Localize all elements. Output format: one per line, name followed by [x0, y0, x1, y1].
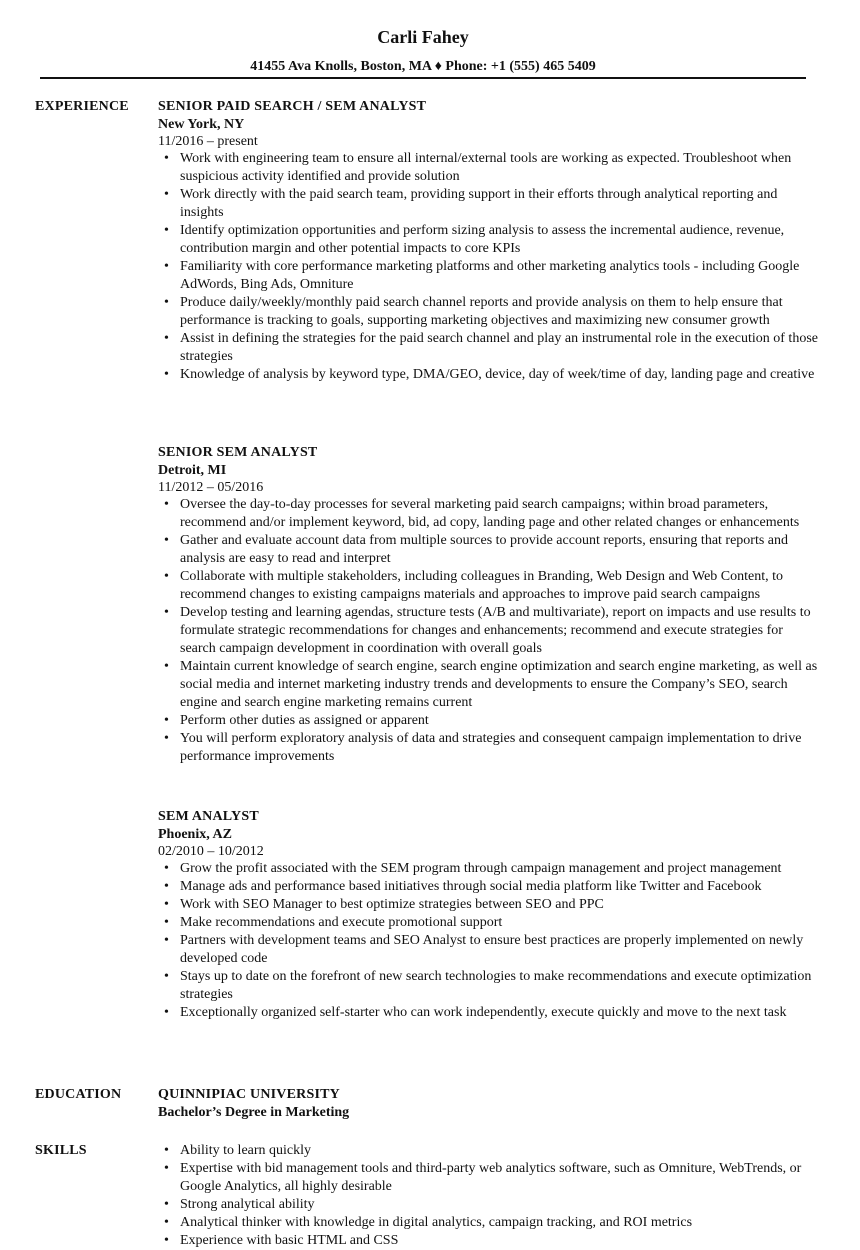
job-title: SEM ANALYST — [158, 809, 259, 824]
bullet-item — [158, 712, 818, 730]
bullet-text: Make recommendations and execute promotional support — [180, 915, 503, 930]
bullet-text: Gather and evaluate account data from multiple sources to provide account reports, ensuring that reports and analysis are easy to read and interpret — [180, 533, 789, 566]
bullet-icon: • — [164, 151, 169, 166]
experience-section-label: EXPERIENCE — [35, 99, 129, 114]
bullet-icon: • — [164, 897, 169, 912]
bullet-item — [158, 730, 818, 766]
bullet-icon: • — [164, 187, 169, 202]
bullet-icon: • — [164, 969, 169, 984]
bullet-text: Experience with basic HTML and CSS — [180, 1233, 399, 1248]
skills-entry — [158, 1142, 818, 1250]
bullet-item — [158, 1232, 818, 1250]
bullet-item — [158, 604, 818, 658]
bullet-text: Work with SEO Manager to best optimize strategies between SEO and PPC — [180, 897, 604, 912]
bullet-item — [158, 1214, 818, 1232]
bullet-text: Stays up to date on the forefront of new search technologies to make recommendations and execute optimization strategies — [180, 969, 812, 1002]
bullet-text: Knowledge of analysis by keyword type, DMA/GEO, device, day of week/time of day, landing page and creative — [180, 367, 815, 382]
skills-list — [158, 1142, 818, 1250]
bullet-item — [158, 186, 818, 222]
job-bullet-list — [158, 150, 818, 384]
job-location: Phoenix, AZ — [158, 827, 232, 842]
job-location: Detroit, MI — [158, 463, 227, 478]
bullet-text: Expertise with bid management tools and third-party web analytics software, such as Omniture, WebTrends, or Google Analytics, all highly desirable — [180, 1161, 802, 1194]
job-2 — [158, 444, 818, 766]
bullet-icon: • — [164, 1197, 169, 1212]
job-title: SENIOR PAID SEARCH / SEM ANALYST — [158, 99, 427, 114]
education-entry — [158, 1086, 818, 1122]
bullet-item — [158, 658, 818, 712]
bullet-icon: • — [164, 331, 169, 346]
bullet-text: Partners with development teams and SEO Analyst to ensure best practices are properly implemented on newly developed code — [180, 933, 804, 966]
skills-section-label: SKILLS — [35, 1143, 87, 1158]
bullet-item — [158, 914, 818, 932]
bullet-item — [158, 222, 818, 258]
bullet-item — [158, 878, 818, 896]
bullet-item — [158, 1196, 818, 1214]
bullet-icon: • — [164, 605, 169, 620]
bullet-icon: • — [164, 533, 169, 548]
bullet-icon: • — [164, 713, 169, 728]
job-3 — [158, 808, 818, 1022]
bullet-icon: • — [164, 1233, 169, 1248]
job-dates: 02/2010 – 10/2012 — [158, 844, 264, 859]
degree: Bachelor’s Degree in Marketing — [158, 1105, 350, 1120]
bullet-text: Strong analytical ability — [180, 1197, 315, 1212]
candidate-name: Carli Fahey — [377, 27, 469, 47]
bullet-icon: • — [164, 259, 169, 274]
bullet-icon: • — [164, 933, 169, 948]
bullet-item — [158, 1004, 818, 1022]
job-location: New York, NY — [158, 117, 245, 132]
job-1 — [158, 98, 818, 384]
bullet-item — [158, 366, 818, 384]
bullet-text: Perform other duties as assigned or apparent — [180, 713, 429, 728]
bullet-text: Maintain current knowledge of search engine, search engine optimization and search engine marketing, as well as social media and internet marketing industry trends and developments to ensure the Company’s SEO, search engine and search engine marketing remains current — [180, 659, 818, 710]
bullet-icon: • — [164, 861, 169, 876]
job-dates: 11/2016 – present — [158, 134, 258, 149]
school-name: QUINNIPIAC UNIVERSITY — [158, 1087, 340, 1102]
bullet-icon: • — [164, 1215, 169, 1230]
bullet-icon: • — [164, 731, 169, 746]
bullet-icon: • — [164, 1005, 169, 1020]
bullet-text: Identify optimization opportunities and perform sizing analysis to assess the incremental audience, revenue, contribution margin and other potential impacts to core KPIs — [180, 223, 785, 256]
bullet-text: Ability to learn quickly — [180, 1143, 312, 1158]
education-section-label: EDUCATION — [35, 1087, 122, 1102]
bullet-item — [158, 860, 818, 878]
bullet-icon: • — [164, 569, 169, 584]
bullet-text: Assist in defining the strategies for the paid search channel and play an instrumental role in the execution of those strategies — [180, 331, 818, 364]
bullet-text: Work directly with the paid search team, providing support in their efforts through analytical reporting and insights — [180, 187, 778, 220]
bullet-item — [158, 496, 818, 532]
bullet-item — [158, 932, 818, 968]
bullet-item — [158, 532, 818, 568]
bullet-text: Oversee the day-to-day processes for several marketing paid search campaigns; within broad parameters, recommend and/or implement keyword, bid, ad copy, landing page and other related changes or enhancements — [180, 497, 800, 530]
bullet-icon: • — [164, 295, 169, 310]
bullet-icon: • — [164, 659, 169, 674]
bullet-icon: • — [164, 497, 169, 512]
bullet-icon: • — [164, 1143, 169, 1158]
bullet-item — [158, 568, 818, 604]
bullet-item — [158, 150, 818, 186]
bullet-icon: • — [164, 879, 169, 894]
job-bullet-list — [158, 496, 818, 766]
bullet-text: Exceptionally organized self-starter who can work independently, execute quickly and move to the next task — [180, 1005, 787, 1020]
bullet-text: Analytical thinker with knowledge in digital analytics, campaign tracking, and ROI metrics — [180, 1215, 693, 1230]
bullet-text: Collaborate with multiple stakeholders, including colleagues in Branding, Web Design and Web Content, to recommend changes to existing campaigns materials and approaches to improve paid search campaigns — [180, 569, 784, 602]
header-divider — [40, 77, 806, 79]
bullet-item — [158, 968, 818, 1004]
bullet-icon: • — [164, 1161, 169, 1176]
bullet-icon: • — [164, 915, 169, 930]
bullet-item — [158, 1160, 818, 1196]
job-title: SENIOR SEM ANALYST — [158, 445, 318, 460]
bullet-item — [158, 1142, 818, 1160]
bullet-item — [158, 258, 818, 294]
bullet-text: Work with engineering team to ensure all internal/external tools are working as expected. Troubleshoot when suspicious activity identified and provide solution — [180, 151, 792, 184]
bullet-text: Grow the profit associated with the SEM program through campaign management and project management — [180, 861, 782, 876]
contact-line: 41455 Ava Knolls, Boston, MA ♦ Phone: +1 (555) 465 5409 — [250, 59, 596, 74]
bullet-item — [158, 330, 818, 366]
job-dates: 11/2012 – 05/2016 — [158, 480, 264, 495]
bullet-text: Manage ads and performance based initiatives through social media platform like Twitter and Facebook — [180, 879, 762, 894]
bullet-item — [158, 294, 818, 330]
bullet-text: Produce daily/weekly/monthly paid search channel reports and provide analysis on them to help ensure that performance is tracking to goals, supporting marketing objectives and maximizing new consumer growth — [180, 295, 783, 328]
bullet-item — [158, 896, 818, 914]
job-bullet-list — [158, 860, 818, 1022]
bullet-text: Familiarity with core performance marketing platforms and other marketing analytics tools - including Google AdWords, Bing Ads, Omniture — [180, 259, 800, 292]
bullet-text: You will perform exploratory analysis of data and strategies and consequent campaign implementation to drive performance improvements — [180, 731, 802, 764]
bullet-text: Develop testing and learning agendas, structure tests (A/B and multivariate), report on impacts and use results to formulate strategic recommendations for changes and enhancements; recommend and execute strategies for search campaign development in coordination with overall goals — [180, 605, 811, 656]
bullet-icon: • — [164, 367, 169, 382]
bullet-icon: • — [164, 223, 169, 238]
